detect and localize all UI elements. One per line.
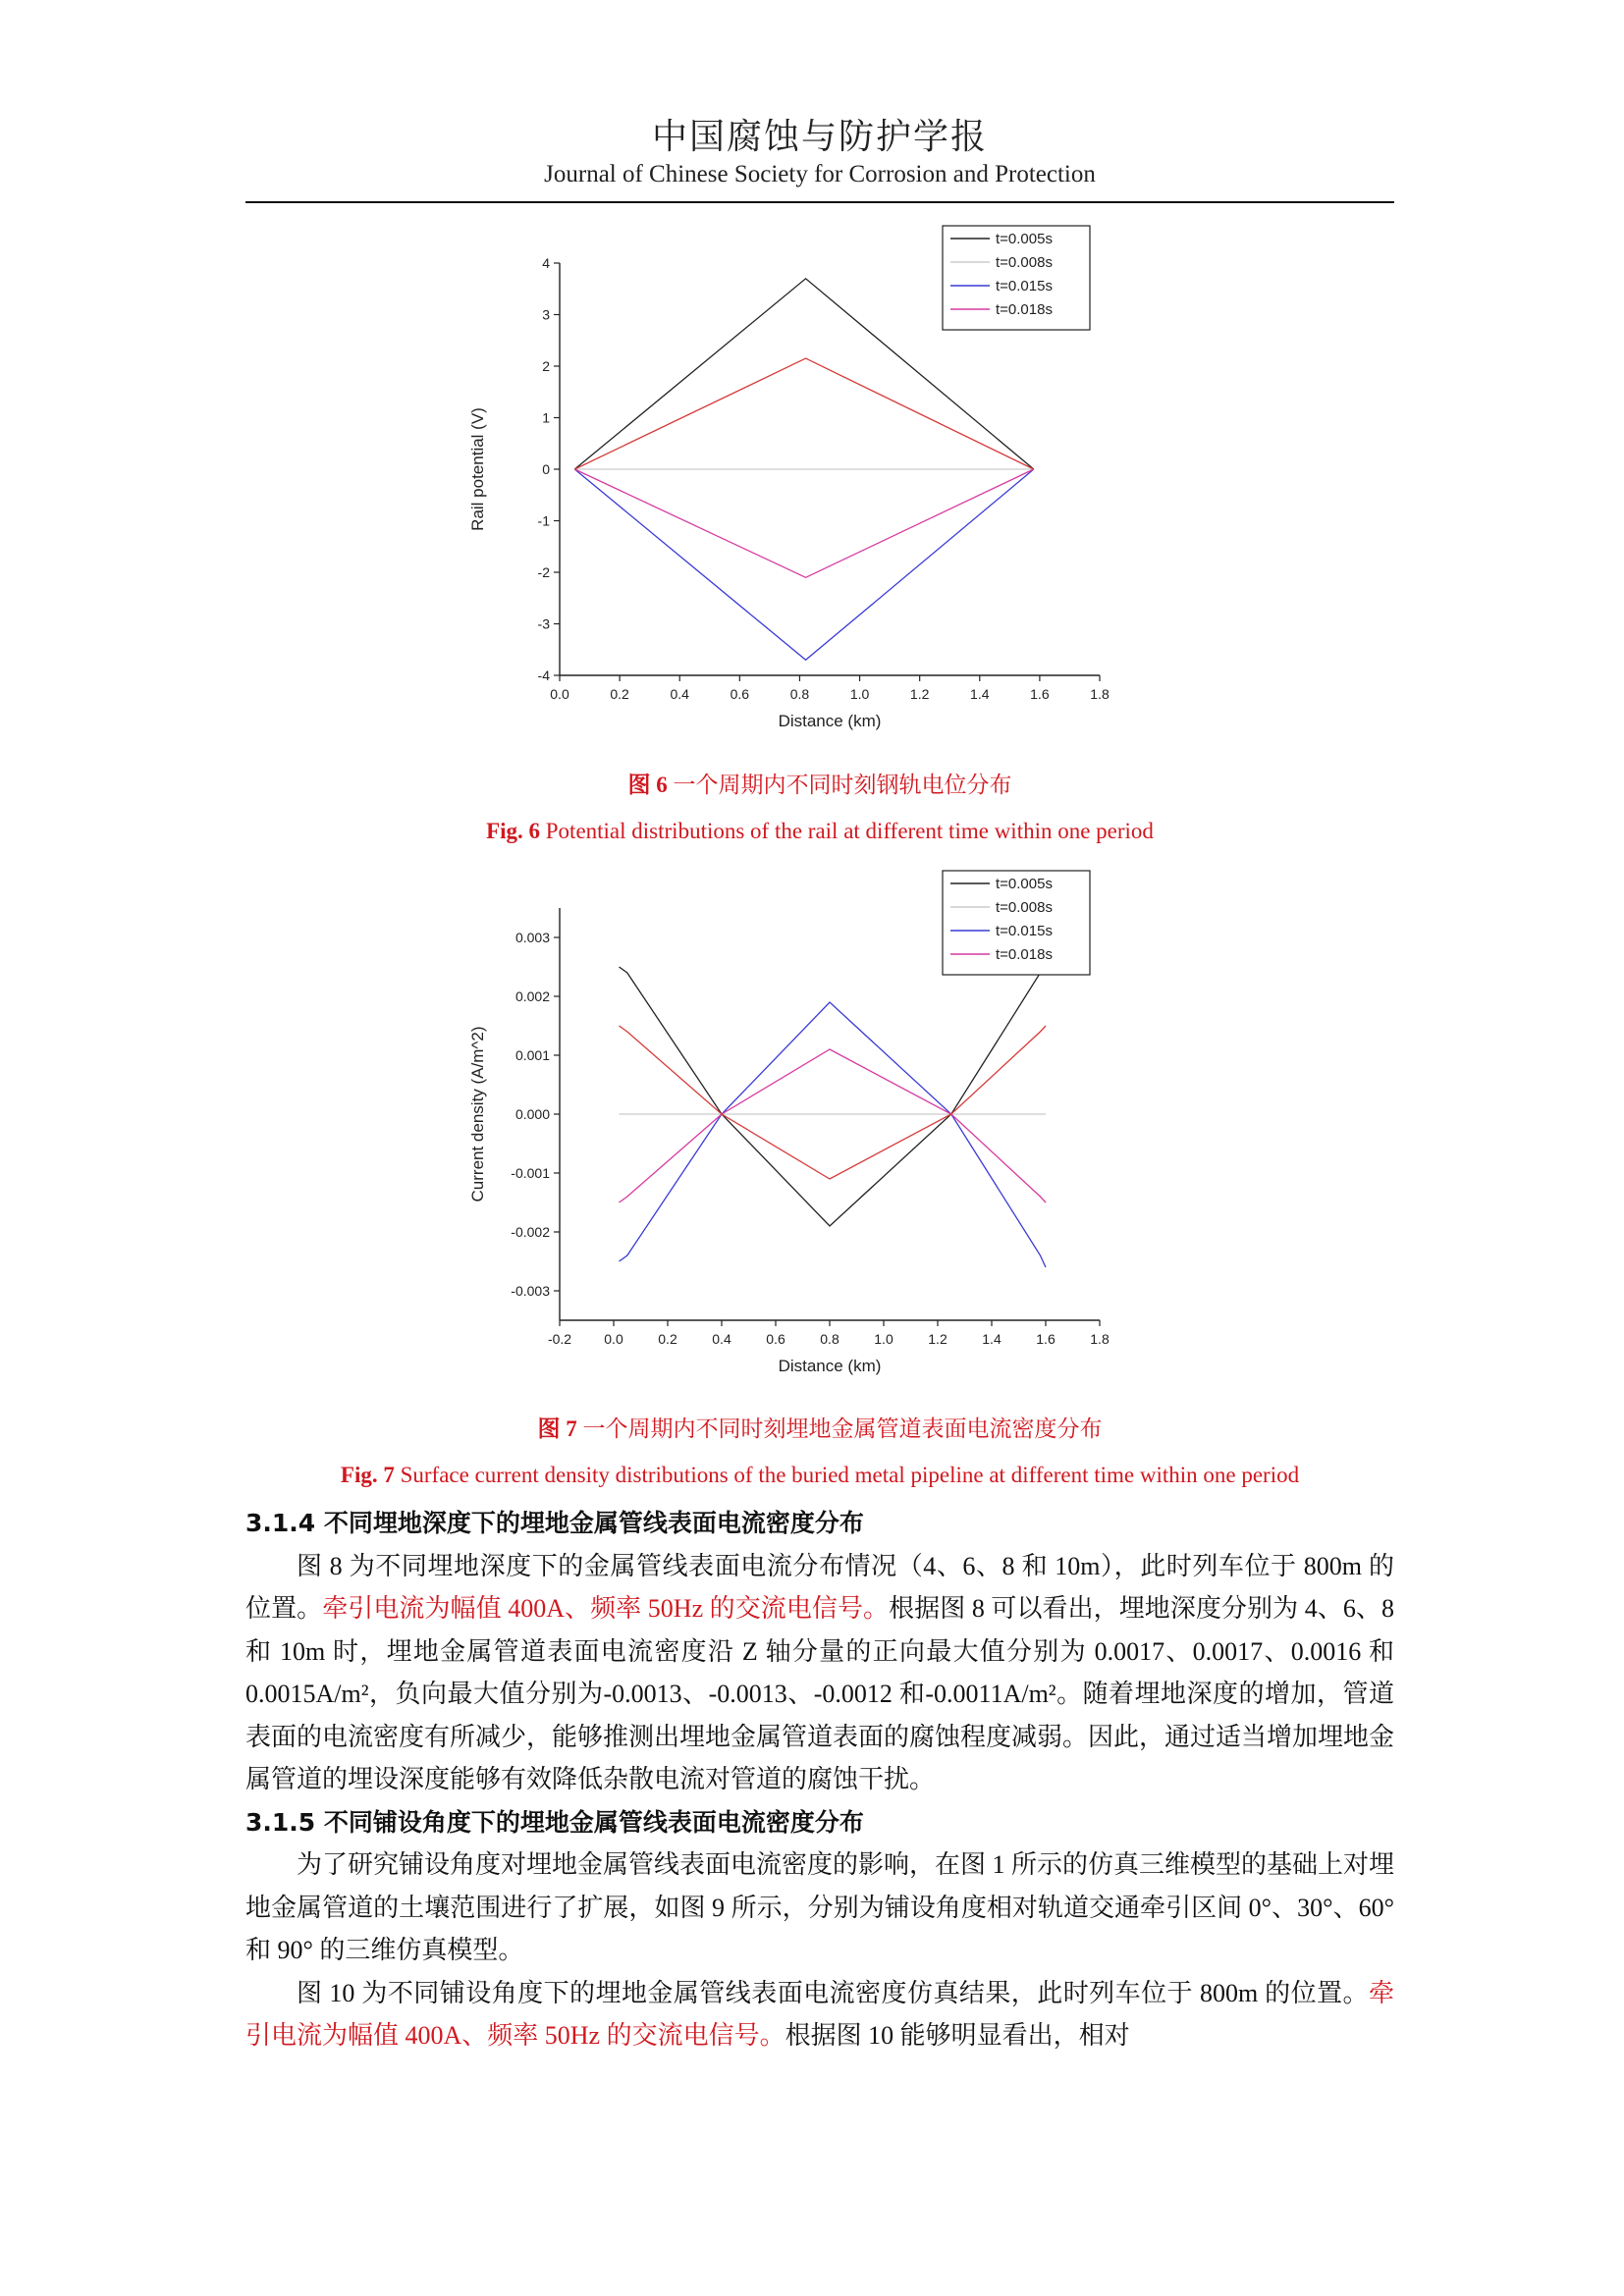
s315-text-b: 根据图 10 能够明显看出，相对 bbox=[785, 2021, 1130, 2050]
y-tick-label: 0.000 bbox=[514, 1106, 550, 1122]
figure-6-title-cn: 一个周期内不同时刻钢轨电位分布 bbox=[673, 773, 1012, 797]
series-line-4 bbox=[574, 358, 1034, 469]
x-tick-label: 1.6 bbox=[1030, 686, 1050, 702]
figure-7-title-en: Surface current density distributions of the buried metal pipeline at different time within one period bbox=[400, 1463, 1300, 1487]
y-tick-label: 0 bbox=[542, 461, 550, 477]
x-tick-label: 0.0 bbox=[604, 1331, 623, 1347]
y-tick-label: -2 bbox=[537, 564, 550, 580]
header-rule bbox=[245, 201, 1394, 203]
journal-header bbox=[245, 116, 1394, 190]
legend-label: t=0.008s bbox=[996, 254, 1053, 271]
figure-6-label-cn: 图 6 bbox=[627, 773, 668, 797]
x-axis-label: Distance (km) bbox=[778, 712, 882, 730]
y-tick-label: -0.001 bbox=[511, 1165, 550, 1181]
x-tick-label: 1.4 bbox=[970, 686, 990, 702]
x-tick-label: 0.0 bbox=[550, 686, 569, 702]
figure-7-label-en: Fig. 7 bbox=[340, 1463, 395, 1487]
s315-text-a: 图 10 为不同铺设角度下的埋地金属管线表面电流密度仿真结果，此时列车位于 800m 的位置。 bbox=[297, 1978, 1369, 2007]
series-line-4 bbox=[620, 1026, 1047, 1179]
y-tick-label: -0.003 bbox=[511, 1283, 550, 1299]
x-tick-label: 1.2 bbox=[928, 1331, 947, 1347]
x-tick-label: 0.2 bbox=[610, 686, 629, 702]
figure-7-caption-en bbox=[245, 1461, 1394, 1490]
figure-7-chart bbox=[432, 869, 1218, 1399]
y-tick-label: 0.001 bbox=[514, 1047, 550, 1063]
section-3-1-5-paragraph-1: 为了研究铺设角度对埋地金属管线表面电流密度的影响，在图 1 所示的仿真三维模型的基础上对埋地金属管道的土壤范围进行了扩展，如图 9 所示，分别为铺设角度相对轨道交通牵引区间 0°、30°、60° 和 90° 的三维仿真模型。 bbox=[245, 1850, 1395, 1964]
series-line-3 bbox=[620, 1049, 1047, 1202]
x-tick-label: 0.2 bbox=[658, 1331, 677, 1347]
section-3-1-4-paragraph bbox=[245, 1545, 1394, 1801]
figure-6-label-en: Fig. 6 bbox=[486, 819, 541, 843]
s315-text-red: 牵引电流为幅值 400A、频率 50Hz 的交流电信号。 bbox=[245, 1978, 1394, 2050]
y-axis-label: Rail potential (V) bbox=[468, 407, 487, 531]
figure-6-caption-en bbox=[245, 817, 1394, 846]
y-tick-label: -4 bbox=[537, 667, 550, 683]
s314-text-b: 根据图 8 可以看出，埋地深度分别为 4、6、8 和 10m 时，埋地金属管道表面电流密度沿 Z 轴分量的正向最大值分别为 0.0017、0.0017、0.0016 和 0.0015A/m²，负向最大值分别为-0.0013、-0.0013、-0.0012 和-0.0011A/m²。随着埋地深度的增加，管道表面的电流密度有所减少，能够推测出埋地金属管道表面的腐蚀程度减弱。因此，通过适当增加埋地金属管道的埋设深度能够有效降低杂散电流对管道的腐蚀干扰。 bbox=[245, 1594, 1395, 1793]
legend-label: t=0.005s bbox=[996, 876, 1053, 892]
y-tick-label: 2 bbox=[542, 358, 550, 374]
series-line-0 bbox=[620, 961, 1047, 1226]
x-tick-label: 0.4 bbox=[670, 686, 689, 702]
x-tick-label: 0.6 bbox=[730, 686, 750, 702]
journal-title-en: Journal of Chinese Society for Corrosion and Protection bbox=[544, 161, 1096, 187]
y-tick-label: -3 bbox=[537, 615, 550, 632]
x-tick-label: 0.4 bbox=[712, 1331, 731, 1347]
x-tick-label: 1.4 bbox=[982, 1331, 1001, 1347]
legend-label: t=0.015s bbox=[996, 278, 1053, 294]
x-tick-label: 1.0 bbox=[849, 686, 870, 702]
legend-label: t=0.015s bbox=[996, 923, 1053, 939]
legend-label: t=0.005s bbox=[996, 231, 1053, 247]
figure-7-label-cn: 图 7 bbox=[537, 1416, 577, 1441]
x-tick-label: 0.8 bbox=[820, 1331, 839, 1347]
figure-6-title-en: Potential distributions of the rail at different time within one period bbox=[545, 819, 1154, 843]
y-tick-label: 4 bbox=[542, 255, 550, 271]
x-tick-label: 0.6 bbox=[766, 1331, 785, 1347]
section-3-1-5-paragraph-2 bbox=[245, 1972, 1394, 2057]
x-tick-label: 1.6 bbox=[1036, 1331, 1056, 1347]
legend-label: t=0.018s bbox=[996, 301, 1053, 318]
series-line-2 bbox=[620, 1002, 1047, 1267]
s314-text-red: 牵引电流为幅值 400A、频率 50Hz 的交流电信号。 bbox=[322, 1594, 890, 1623]
x-tick-label: -0.2 bbox=[547, 1331, 572, 1347]
figure-6-chart bbox=[432, 224, 1218, 754]
s314-text-a: 图 8 为不同埋地深度下的金属管线表面电流分布情况（4、6、8 和 10m），此时列车位于 800m 的位置。 bbox=[245, 1551, 1394, 1623]
figure-7-caption-cn bbox=[245, 1415, 1394, 1444]
x-tick-label: 1.0 bbox=[874, 1331, 893, 1347]
legend-label: t=0.018s bbox=[996, 946, 1053, 963]
y-axis-label: Current density (A/m^2) bbox=[468, 1026, 487, 1202]
figure-6-caption-cn bbox=[245, 771, 1394, 800]
y-tick-label: 1 bbox=[542, 409, 550, 426]
x-tick-label: 0.8 bbox=[789, 686, 810, 702]
y-tick-label: -1 bbox=[537, 512, 550, 529]
y-tick-label: 0.002 bbox=[514, 988, 550, 1004]
y-tick-label: -0.002 bbox=[511, 1224, 550, 1240]
legend-label: t=0.008s bbox=[996, 899, 1053, 916]
figure-7-title-cn: 一个周期内不同时刻埋地金属管道表面电流密度分布 bbox=[582, 1416, 1103, 1441]
x-tick-label: 1.8 bbox=[1090, 1331, 1110, 1347]
series-line-3 bbox=[574, 469, 1034, 577]
y-tick-label: 0.003 bbox=[514, 930, 550, 945]
x-axis-label: Distance (km) bbox=[778, 1357, 882, 1375]
journal-title-cn: 中国腐蚀与防护学报 bbox=[651, 117, 988, 157]
figure-6-svg bbox=[432, 224, 1218, 754]
section-3-1-4 bbox=[245, 1502, 1394, 2057]
x-tick-label: 1.8 bbox=[1090, 686, 1110, 702]
figure-7-svg bbox=[432, 869, 1218, 1399]
y-tick-label: 3 bbox=[542, 306, 550, 323]
series-line-2 bbox=[574, 469, 1034, 660]
section-3-1-5-title: 3.1.5 不同铺设角度下的埋地金属管线表面电流密度分布 bbox=[245, 1807, 864, 1837]
section-3-1-4-title: 3.1.4 不同埋地深度下的埋地金属管线表面电流密度分布 bbox=[245, 1509, 864, 1537]
x-tick-label: 1.2 bbox=[909, 686, 930, 702]
